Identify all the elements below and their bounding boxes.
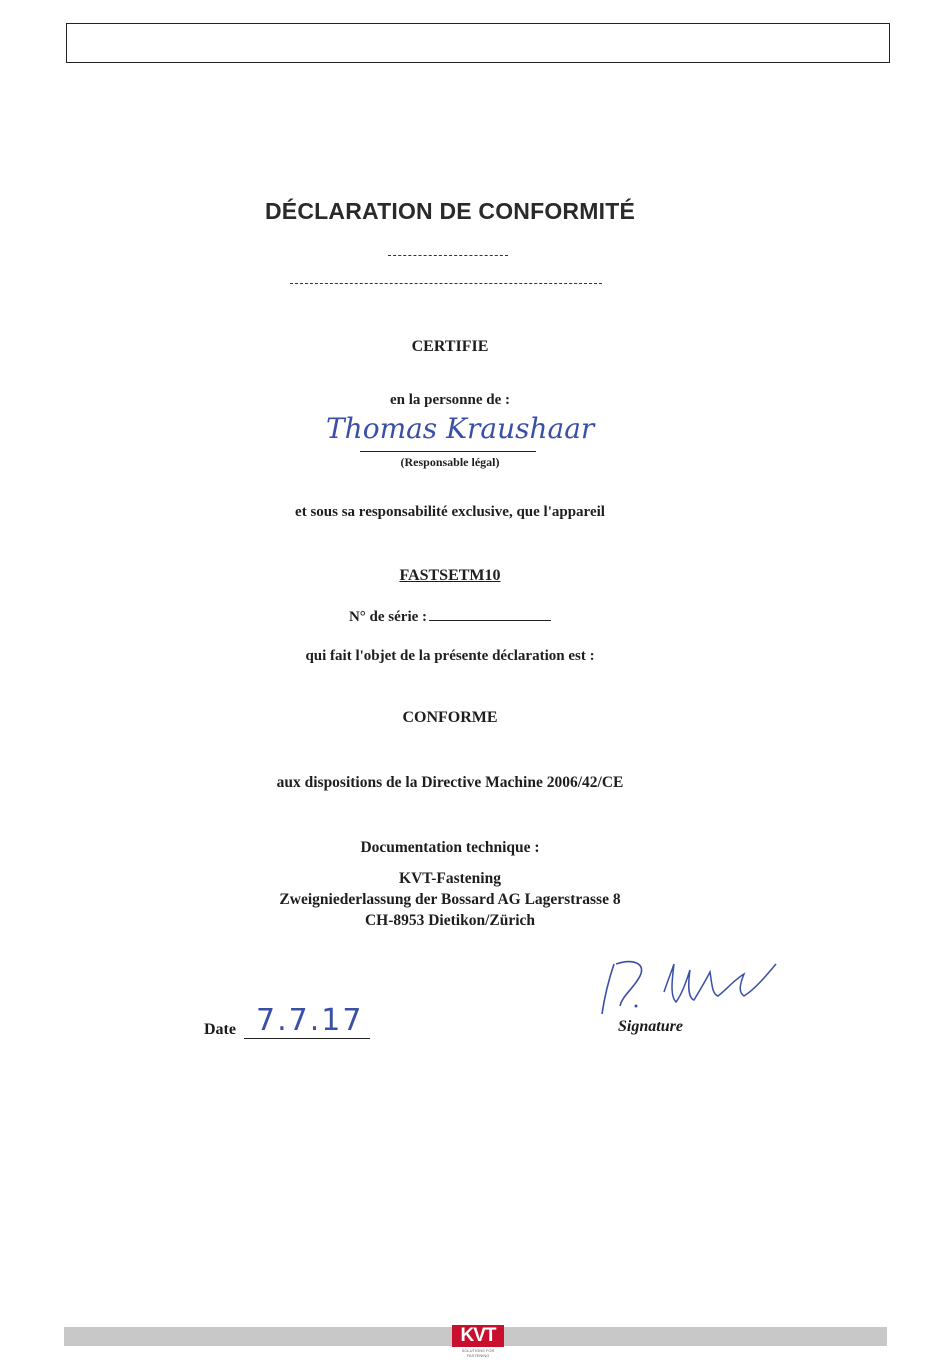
date-label: Date — [204, 1021, 236, 1038]
kvt-logo — [452, 1325, 504, 1361]
declaration-object: qui fait l'objet de la présente déclaration est : — [305, 648, 595, 664]
handwritten-date-text: 7.7.17 — [256, 1003, 364, 1038]
name-underline — [360, 451, 536, 452]
handwritten-name-text: Thomas Kraushaar — [326, 412, 595, 445]
device-name: FASTSETM10 — [399, 567, 501, 584]
dashed-rule-long — [290, 283, 602, 284]
tech-doc-address: Zweigniederlassung der Bossard AG Lagerstrasse 8 — [279, 891, 621, 908]
tech-doc-city: CH-8953 Dietikon/Zürich — [364, 912, 536, 929]
document-title: DÉCLARATION DE CONFORMITÉ — [264, 198, 635, 224]
responsibility-text: et sous sa responsabilité exclusive, que l'appareil — [295, 504, 605, 520]
kvt-logo-tagline: SOLUTIONS FOR FASTENING — [461, 1348, 495, 1358]
conforme-heading: CONFORME — [402, 709, 498, 726]
header-box — [66, 23, 890, 63]
signature-label: Signature — [618, 1018, 683, 1035]
handwritten-name — [322, 402, 602, 450]
serial-blank — [429, 606, 551, 621]
directive-text: aux dispositions de la Directive Machine 2006/42/CE — [276, 774, 624, 791]
tech-doc-company: KVT-Fastening — [399, 870, 501, 887]
certifie-heading: CERTIFIE — [411, 338, 489, 355]
kvt-logo-mark: KVT — [452, 1325, 504, 1347]
serial-row — [0, 606, 900, 626]
dashed-rule-short — [388, 255, 508, 256]
serial-label: N° de série : — [348, 609, 428, 625]
date-line — [244, 1038, 370, 1039]
handwritten-date — [254, 996, 374, 1038]
tech-doc-label: Documentation technique : — [360, 839, 540, 856]
person-role: (Responsable légal) — [400, 455, 500, 469]
handwritten-signature — [594, 956, 784, 1022]
person-intro: en la personne de : — [390, 392, 510, 408]
